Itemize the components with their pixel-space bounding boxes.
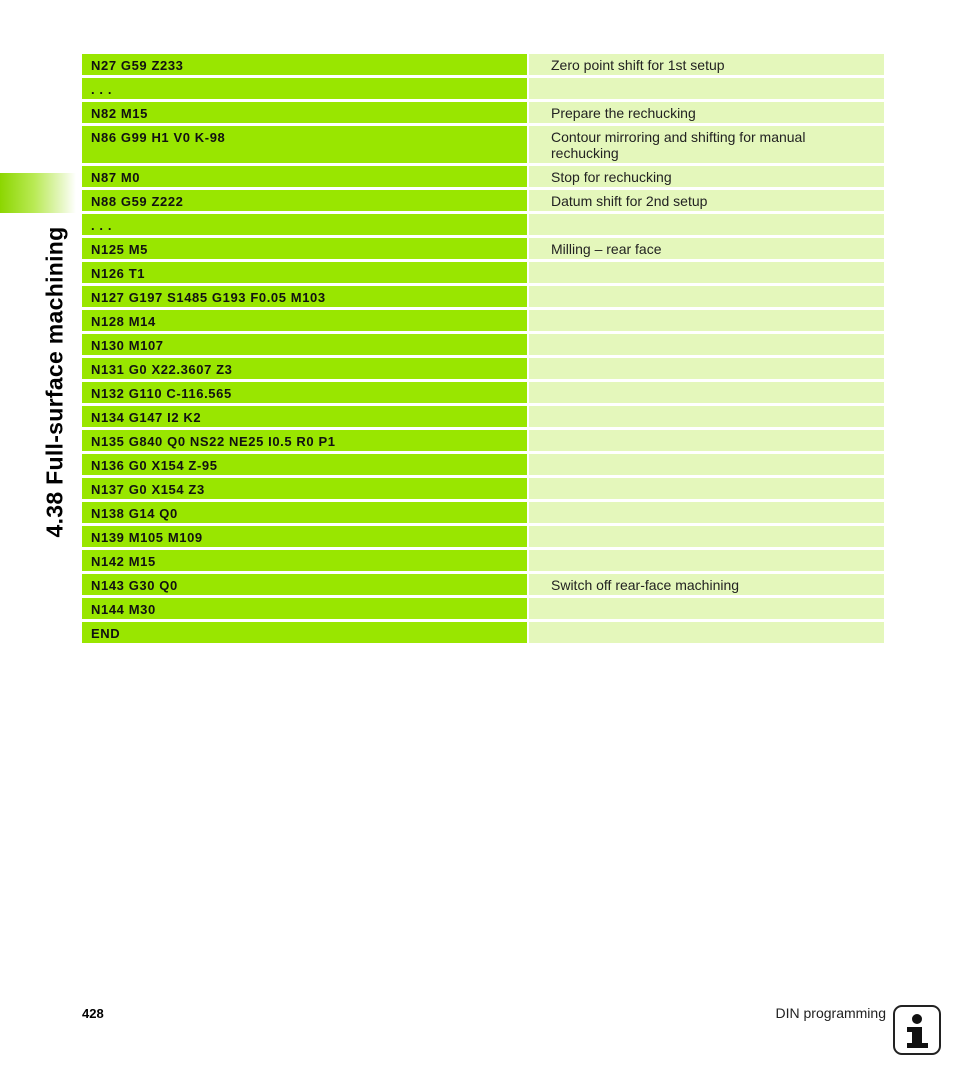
comment-cell (529, 454, 884, 475)
table-row (82, 126, 884, 163)
comment-cell: Prepare the rechucking (529, 102, 884, 123)
comment-cell: Milling – rear face (529, 238, 884, 259)
code-cell: N27 G59 Z233 (82, 54, 527, 75)
table-row (82, 238, 884, 259)
code-cell: N128 M14 (82, 310, 527, 331)
code-cell: N127 G197 S1485 G193 F0.05 M103 (82, 286, 527, 307)
table-row (82, 78, 884, 99)
table-row (82, 102, 884, 123)
table-row (82, 550, 884, 571)
page-number: 428 (82, 1006, 104, 1021)
code-cell: . . . (82, 78, 527, 99)
table-row (82, 214, 884, 235)
chapter-tab (0, 173, 76, 213)
code-cell: N136 G0 X154 Z-95 (82, 454, 527, 475)
table-row (82, 54, 884, 75)
comment-cell (529, 214, 884, 235)
comment-cell (529, 598, 884, 619)
comment-cell (529, 334, 884, 355)
comment-cell (529, 430, 884, 451)
table-row (82, 334, 884, 355)
comment-cell (529, 478, 884, 499)
comment-cell (529, 78, 884, 99)
section-title: 4.38 Full-surface machining (41, 226, 68, 538)
code-cell: N142 M15 (82, 550, 527, 571)
comment-cell (529, 262, 884, 283)
info-icon[interactable] (893, 1005, 941, 1055)
comment-cell (529, 382, 884, 403)
comment-cell (529, 286, 884, 307)
code-cell: N139 M105 M109 (82, 526, 527, 547)
code-cell: N138 G14 Q0 (82, 502, 527, 523)
table-row (82, 262, 884, 283)
comment-cell (529, 358, 884, 379)
code-cell: N82 M15 (82, 102, 527, 123)
code-cell: N87 M0 (82, 166, 527, 187)
code-cell: N135 G840 Q0 NS22 NE25 I0.5 R0 P1 (82, 430, 527, 451)
table-row (82, 502, 884, 523)
table-row (82, 526, 884, 547)
table-row (82, 406, 884, 427)
code-cell: N144 M30 (82, 598, 527, 619)
table-row (82, 430, 884, 451)
comment-cell (529, 526, 884, 547)
comment-cell: Switch off rear-face machining (529, 574, 884, 595)
table-row (82, 358, 884, 379)
comment-cell (529, 406, 884, 427)
code-cell: N132 G110 C-116.565 (82, 382, 527, 403)
code-cell: N86 G99 H1 V0 K-98 (82, 126, 527, 163)
code-cell: N134 G147 I2 K2 (82, 406, 527, 427)
comment-cell (529, 502, 884, 523)
footer-label: DIN programming (775, 1005, 886, 1021)
info-glyph (895, 1007, 939, 1053)
code-cell: N126 T1 (82, 262, 527, 283)
comment-cell (529, 550, 884, 571)
comment-cell: Contour mirroring and shifting for manual rechucking (529, 126, 884, 163)
table-row (82, 454, 884, 475)
comment-cell (529, 622, 884, 643)
program-table (82, 54, 884, 646)
table-row (82, 310, 884, 331)
code-cell: N125 M5 (82, 238, 527, 259)
table-row (82, 574, 884, 595)
comment-cell: Datum shift for 2nd setup (529, 190, 884, 211)
table-row (82, 598, 884, 619)
comment-cell: Zero point shift for 1st setup (529, 54, 884, 75)
table-row (82, 166, 884, 187)
table-row (82, 478, 884, 499)
table-row (82, 190, 884, 211)
code-cell: END (82, 622, 527, 643)
comment-cell: Stop for rechucking (529, 166, 884, 187)
code-cell: N130 M107 (82, 334, 527, 355)
code-cell: . . . (82, 214, 527, 235)
table-row (82, 382, 884, 403)
code-cell: N88 G59 Z222 (82, 190, 527, 211)
code-cell: N143 G30 Q0 (82, 574, 527, 595)
code-cell: N137 G0 X154 Z3 (82, 478, 527, 499)
table-row (82, 286, 884, 307)
table-row (82, 622, 884, 643)
comment-cell (529, 310, 884, 331)
code-cell: N131 G0 X22.3607 Z3 (82, 358, 527, 379)
